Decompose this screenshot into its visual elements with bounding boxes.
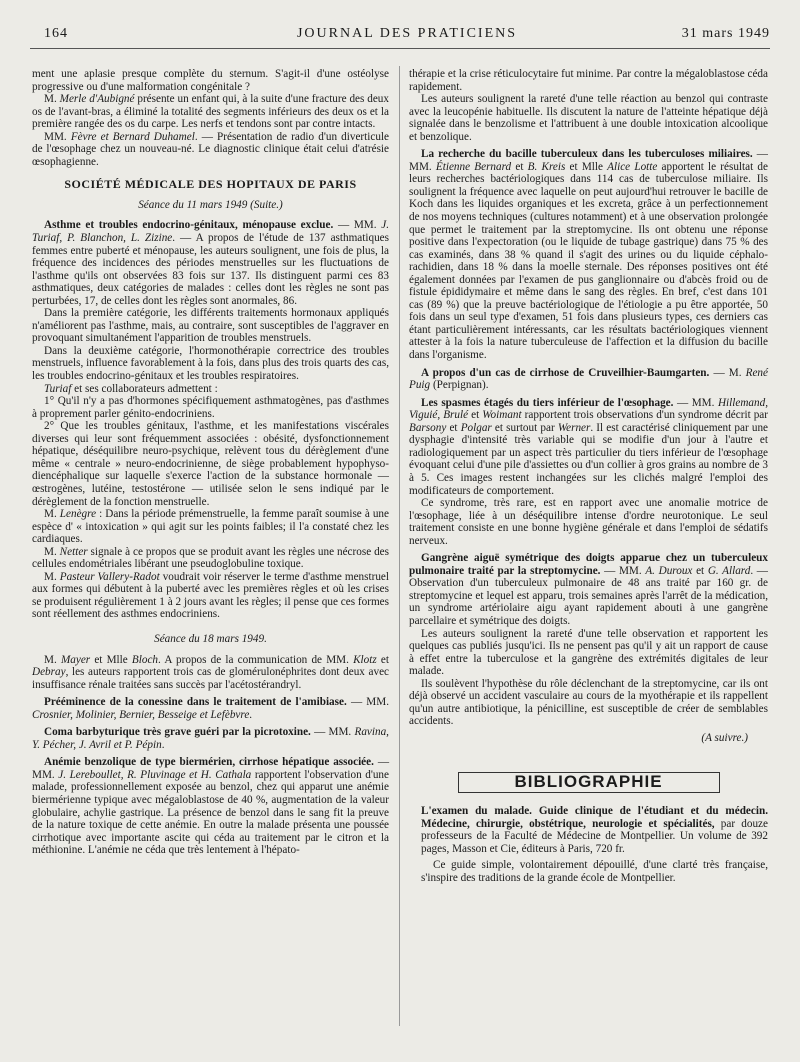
left-column [32, 68, 389, 857]
paragraph: Les auteurs soulignent la rareté d'une telle observation et rapportent les quelques cas publiés jusqu'ici. Ils ne pensent pas qu'il y ait un rapport de cause à effet entre la tuberculose et la gangrène des extrémités digitales de leur malade. [409, 627, 768, 678]
paragraph: Ils soulèvent l'hypothèse du rôle déclenchant de la streptomycine, car ils ont déjà observé un accident vasculaire au cours de la myothérapie et ils rappellent qu'un autre antibiotique, la pénicilline, est susceptible de créer de semblables accidents. [409, 677, 768, 728]
article: La recherche du bacille tuberculeux dans les tuberculoses miliaires. — MM. Étienne Bernard et B. Kreis et Mlle Alice Lotte apportent le résultat de leurs recherches bactériologiques dans 114 cas de tuberculose miliaire. Ils soulignent la fréquence avec laquelle on peut aujourd'hui retrouver le bacille de Koch dans les liquides organiques et les excreta, grâce à un perfectionnement de nos moyens techniques (cultures notamment) et à une observation prolongée que permet le traitement par la streptomycine. Ils ont obtenu une réponse positive dans l'expectoration (ou le liquide de tubage gastrique) dans 75 % des cas examinés, dans 38 % quand il s'agit des urines ou du liquide céphalo-rachidien, dans 18 % dans la moelle sternale. Des réponses positives ont été également données par l'examen de pus ganglionnaire ou d'abcès froid ou de fistule épididymaire et même dans le sang des règles. En bref, c'est dans 101 cas (89 %) que la preuve bactériologique de l'étiologie a pu être apportée, 50 fois dans un seul type d'examen, 51 fois dans plusieurs types, ces derniers cas étant particulièrement intéressants, car les résultats bactériologiques viennent attester à la fois la nature tuberculeuse de l'affection et la diffusion du bacille dans l'organisme. [409, 148, 768, 362]
article: Coma barbyturique très grave guéri par la picrotoxine. — MM. Ravina, Y. Pécher, J. Avril et P. Pépin. [32, 726, 389, 751]
article: Asthme et troubles endocrino-génitaux, ménopause exclue. — MM. J. Turiaf, P. Blanchon, L. Zizine. — A propos de l'étude de 137 asthmatiques femmes entre puberté et ménopause, les auteurs soulignent, une fois de plus, la fréquence des incidences des périodes menstruelles sur les fluctuations de l'asthme qu'ils ont observées 83 fois sur 137. Ils distinguent parmi ces 83 asthmatiques, deux catégories de malades : celles dont les règles ne sont pas perturbées, 17, de celles dont les règles sont anormales, 86. [32, 219, 389, 307]
paragraph: Dans la première catégorie, les différents traitements hormonaux appliqués n'améliorent pas l'asthme, mais, au contraire, sont susceptibles de l'aggraver en provoquant simultanément l'apparition de troubles menstruels. [32, 307, 389, 345]
bibliography-heading: BIBLIOGRAPHIE [458, 772, 720, 793]
article: A propos d'un cas de cirrhose de Cruveilhier-Baumgarten. — M. René Puig (Perpignan). [409, 366, 768, 392]
article: Prééminence de la conessine dans le traitement de l'amibiase. — MM. Crosnier, Molinier, Bernier, Besseige et Lefèbvre. [32, 696, 389, 721]
paragraph: ment une aplasie presque complète du sternum. S'agit-il d'une ostéolyse progressive ou d'une malformation congénitale ? [32, 68, 389, 93]
article: Gangrène aiguë symétrique des doigts apparue chez un tuberculeux pulmonaire traité par la streptomycine. — MM. A. Duroux et G. Allard. — Observation d'un tuberculeux pulmonaire de 48 ans traité par 160 gr. de streptomycine et lequel est apparu, trois semaines après l'arrêt de la médication, un syndrome artériolaire aigu ayant rapidement abouti à une gangrène parcellaire et symétrique des doigts. [409, 552, 768, 627]
page-header [44, 26, 770, 48]
paragraph: thérapie et la crise réticulocytaire fut minime. Par contre la mégaloblastose céda rapidement. [409, 68, 768, 93]
page-number: 164 [44, 26, 68, 41]
paragraph: MM. Fèvre et Bernard Duhamel. — Présentation de radio d'un diverticule de l'œsophage chez un nouveau-né. Le diagnostic clinique était celui d'atrésie œsophagienne. [32, 130, 389, 168]
session-date: Séance du 18 mars 1949. [154, 632, 267, 645]
header-rule [30, 48, 770, 49]
paragraph: M. Lenègre : Dans la période prémenstruelle, la femme paraît soumise à une espèce d' « intoxication » qui agit sur les points faibles; il l'a constaté chez les cardiaques. [32, 508, 389, 546]
paragraph: Les auteurs soulignent la rareté d'une telle réaction au benzol qui contraste avec la leucopénie habituelle. Ils discutent la nature de l'atteinte hépatique déjà signalée dans le benzolisme et l'attribuent à une double intoxication alcoolique et benzolique. [409, 93, 768, 143]
society-title: SOCIÉTÉ MÉDICALE DES HOPITAUX DE PARIS [64, 177, 357, 192]
article: Anémie benzolique de type biermérien, cirrhose hépatique associée. — MM. J. Lereboullet, R. Pluvinage et H. Cathala rapportent l'observation d'une malade, professionnellement exposée au benzol, chez qui apparut une anémie biermérienne typique avec mégaloblastose de 40 %, augmentation de la valeur globulaire, achylie gastrique. La présence de benzol dans le sang fit la preuve de la nature toxique de cette anémie. En outre la malade présenta une poussée cirrhotique avec importante ascite qui céda au traitement par le citron et la méthionine. L'anémie ne céda que très lentement à l'hépato- [32, 756, 390, 857]
to-be-continued: (A suivre.) [701, 731, 748, 744]
paragraph: 2° Que les troubles génitaux, l'asthme, et les manifestations viscérales diverses qui leur sont fréquemment associées : obésité, dysfonctionnement hépatique, déséquilibre neuro-psychique, relèvent tous du dérèglement d'une même « centrale » neuro-endocrinienne, de siège probablement hypophyso-diencéphalique sur laquelle s'exerce l'action de la substance hormonale — œstrogènes, lutéine, testostérone — utilisée selon le sens indiqué par le dérèglement de la fonction menstruelle. [32, 420, 389, 508]
article: Les spasmes étagés du tiers inférieur de l'œsophage. — MM. Hillemand, Viguié, Brulé et Woimant rapportent trois observations d'un syndrome décrit par Barsony et Polgar et surtout par Werner. Il est caractérisé cliniquement par une dysphagie d'intensité très variable qui se modifie d'un jour à l'autre et radiologiquement par un aspect très particulier du tiers inférieur de l'œsophage évoquant celui d'une pile d'assiettes ou d'un collier à gros grains au nombre de 3 à 5. Ces images restent inchangées sur les clichés malgré l'emploi des modificateurs de comportement. [409, 396, 769, 497]
column-divider [399, 66, 400, 1026]
bibliography-list [409, 805, 768, 884]
paragraph: 1° Qu'il n'y a pas d'hormones spécifiquement asthmatogènes, pas d'asthmes à proprement parler génito-endocriniens. [32, 395, 389, 420]
paragraph: M. Pasteur Vallery-Radot voudrait voir réserver le terme d'asthme menstruel aux formes qui débutent à la puberté avec les premières règles et où les crises se produisent régulièrement 1 à 2 jours avant les règles; il pense que ces formes sont réellement des asthmes endocriniens. [32, 570, 389, 621]
paragraph: Ce syndrome, très rare, est en rapport avec une anomalie motrice de l'œsophage, liée à un déséquilibre intense d'ordre neurotonique. Le seul traitement consiste en une bonne hygiène générale et dans l'emploi de sédatifs nerveux. [409, 497, 768, 547]
book-entry: L'examen du malade. Guide clinique de l'étudiant et du médecin. Médecine, chirurgie, obstétrique, neurologie et spécialités, par douze professeurs de la Faculté de Médecine de Montpellier. Un volume de 392 pages, Masson et Cie, éditeurs à Paris, 720 fr. [421, 804, 768, 855]
right-column [409, 68, 768, 884]
journal-title: JOURNAL DES PRATICIENS [296, 26, 518, 41]
session-date: Séance du 11 mars 1949 (Suite.) [138, 198, 283, 211]
paragraph: M. Netter signale à ce propos que se produit avant les règles une nécrose des cellules endométriales libérant une pseudoglobuline toxique. [32, 545, 389, 571]
paragraph: Turiaf et ses collaborateurs admettent : [44, 382, 218, 395]
paragraph: Dans la deuxième catégorie, l'hormonothérapie correctrice des troubles menstruels, influence favorablement à la fois, dans plus des trois quarts des cas, les troubles endocrino-génitaux et les troubles respiratoires. [32, 344, 389, 383]
paragraph: M. Merle d'Aubigné présente un enfant qui, à la suite d'une fracture des deux os de l'avant-bras, a éliminé la totalité des segments inférieurs des deux os et la première rangée des os du carpe. Les nerfs et tendons sont par contre intacts. [32, 93, 389, 131]
book-review: Ce guide simple, volontairement dépouillé, d'une clarté très française, s'inspire des traditions de la grande école de Montpellier. [421, 859, 768, 884]
issue-date: 31 mars 1949 [681, 26, 770, 41]
article: M. Mayer et Mlle Bloch. A propos de la communication de MM. Klotz et Debray, les auteurs rapportent trois cas de glomérulonéphrites dont deux avec insuffisance rénale traitées sans succès par l'acétostérandryl. [32, 653, 389, 691]
